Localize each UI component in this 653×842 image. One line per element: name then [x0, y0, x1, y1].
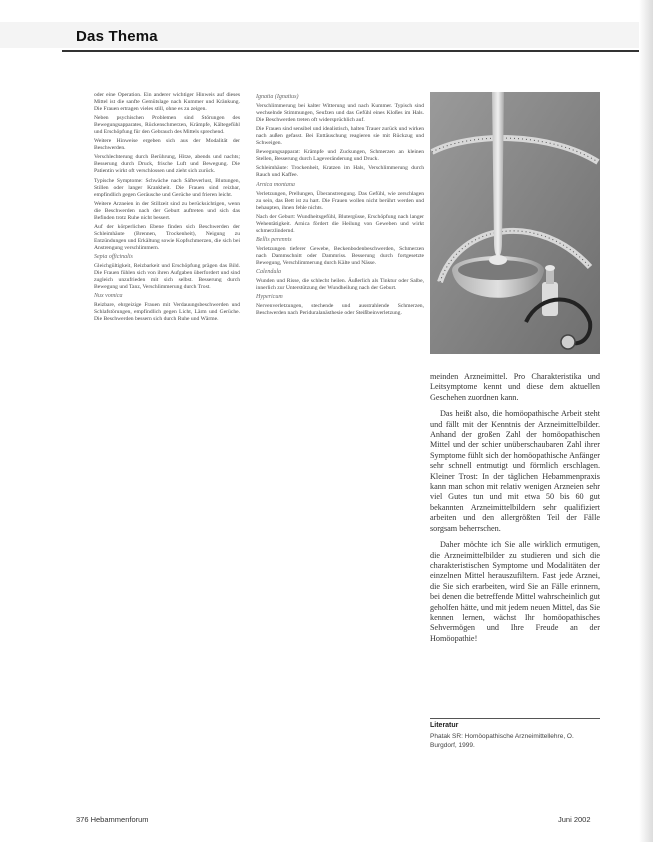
paragraph: Das heißt also, die homöopathische Arbeit steht und fällt mit der Kenntnis der Arzneimittelbilder. Anhand der großen Zahl der homöopathischen Mittel und der schier unüberschaubaren Zahl ihrer Symptome fühlt sich der homöopathische Anfänger sehr schnell entmutigt und förmlich erschlagen. Kleiner Trost: In der täglichen Hebammenpraxis kann man schon mit relativ wenigen Arzneien sehr viel Gutes tun und mit etwa 50 bis 60 gut bekannten Arzneimittelbildern sehr qualifiziert arbeiten und den allergrößten Teil der Fälle sorgsam beherrschen. — [430, 409, 600, 533]
paragraph: Wunden und Risse, die schlecht heilen. Äußerlich als Tinktur oder Salbe, innerlich zur Unterstützung der Wundheilung nach der Geburt. — [256, 278, 424, 292]
literature-heading: Literatur — [430, 722, 459, 729]
paragraph: Typische Symptome: Schwäche nach Säfteverlust, Blutungen, Stillen oder langer Krankheit. Die Frauen sind reizbar, empfindlich gegen Geräusche und Gerüche und frieren leicht. — [94, 177, 240, 198]
page-number-journal: 376 Hebammenforum — [76, 815, 149, 824]
subheading: Arnica montana — [256, 181, 295, 188]
subheading: Calendula — [256, 269, 281, 276]
paragraph: Weitere Arzneien in der Stillzeit sind zu berücksichtigen, wenn die Beschwerden nach der Geburt auftreten und sich das Befinden trotz Ruhe nicht bessert. — [94, 200, 240, 221]
paragraph: oder eine Operation. Ein anderer wichtiger Hinweis auf dieses Mittel ist die sanfte Gemütslage nach Kummer und Kränkung. Die Frauen ertragen vieles still, ohne es zu zeigen. — [94, 92, 240, 113]
photo-illustration — [430, 92, 600, 354]
subheading: Sepia officinalis — [94, 253, 133, 260]
paragraph: Neben psychischen Problemen sind Störungen des Bewegungsapparates, Rückenschmerzen, Krämpfe, Kältegefühl und Erschöpfung für den Gebrauch des Mittels sprechend. — [94, 115, 240, 136]
paragraph: Nach der Geburt: Wundheitsgefühl, Blutergüsse, Erschöpfung nach langer Wehentätigkeit. Arnica fördert die Heilung von Geweben und wirkt schmerzlindernd. — [256, 213, 424, 234]
paragraph: Weitere Hinweise ergeben sich aus der Modalität der Beschwerden. — [94, 138, 240, 152]
paragraph: Reizbare, ehrgeizige Frauen mit Verdauungsbeschwerden und Schlafstörungen, empfindlich gegen Licht, Lärm und Gerüche. Die Beschwerden bessern sich durch Ruhe und Wärme. — [94, 302, 240, 323]
photo-background — [430, 92, 600, 354]
subheading: Hypericum — [256, 294, 283, 301]
paragraph: Daher möchte ich Sie alle wirklich ermutigen, die Arzneimittelbilder zu studieren und sich die charakteristischen Symptome und Modalitäten der einzelnen Mittel herauszufiltern. Fast jede Arznei, die Sie sich erarbeiten, wird Sie an Fälle erinnern, bei denen die betreffende Mittel wahrscheinlich gut geholfen hätte, und mit jedem neuen Mittel, das Sie kennen lernen, wächst Ihr homöopathisches Sehvermögen und Ihre Freude an der Homöopathie! — [430, 540, 600, 643]
subheading: Bellis perennis — [256, 236, 292, 243]
section-title: Das Thema — [76, 28, 158, 45]
text-column-1 — [94, 92, 240, 780]
paragraph: Nervenverletzungen, stechende und ausstrahlende Schmerzen, Beschwerden nach Periduralanästhesie oder Steißbeinverletzung. — [256, 303, 424, 317]
paragraph: Auf der körperlichen Ebene finden sich Beschwerden der Schleimhäute (Brennen, Trockenheit), Neigung zu Entzündungen und Erkältung sowie Kopfschmerzen, die sich bei Anstrengung verschlimmern. — [94, 223, 240, 251]
paragraph: Verschlimmerung bei kalter Witterung und nach Kummer. Typisch sind wechselnde Stimmungen, Seufzen und das Gefühl eines Kloßes im Hals. Die Beschwerden treten oft widersprüchlich auf. — [256, 103, 424, 124]
page-edge-shadow — [639, 0, 653, 842]
paragraph: Verschlechterung durch Berührung, Hitze, abends und nachts; Besserung durch Druck, frische Luft und Bewegung. Die Patientin wirkt oft verschlossen und zieht sich zurück. — [94, 154, 240, 175]
paragraph: Schleimhäute: Trockenheit, Kratzen im Hals, Verschlimmerung durch Rauch und Kaffee. — [256, 165, 424, 179]
literature-rule — [430, 718, 600, 719]
article-photo — [430, 92, 600, 354]
text-column-2 — [256, 92, 424, 772]
literature-reference: Phatak SR: Homöopathische Arzneimittellehre, O. Burgdorf, 1999. — [430, 733, 574, 749]
paragraph: Bewegungsapparat: Krämpfe und Zuckungen, Schmerzen an kleinen Stellen, Besserung durch Lageveränderung und Druck. — [256, 149, 424, 163]
subheading: Ignatia (Ignatius) — [256, 94, 299, 100]
paragraph: Die Frauen sind sensibel und idealistisch, halten Trauer zurück und wirken nach außen gefasst. Bei Enttäuschung reagieren sie mit Rückzug und Schweigen. — [256, 126, 424, 147]
subheading: Nux vomica — [94, 293, 123, 300]
header-rule — [62, 50, 653, 52]
paragraph: Verletzungen, Prellungen, Überanstrengung. Das Gefühl, wie zerschlagen zu sein, das Bett ist zu hart. Die Frauen wollen nicht berührt werden und behaupten, ihnen fehle nichts. — [256, 190, 424, 211]
paragraph: Gleichgültigkeit, Reizbarkeit und Erschöpfung prägen das Bild. Die Frauen fühlen sich von ihren Aufgaben überfordert und sind zugleich unzufrieden mit sich selbst. Besserung durch Bewegung und Tanz, Verschlimmerung durch Trost. — [94, 263, 240, 291]
paragraph: Verletzungen tieferer Gewebe, Beckenbodenbeschwerden, Schmerzen nach Dammschnitt oder Dammriss. Besserung durch fortgesetzte Bewegung, Verschlimmerung durch Kälte und Nässe. — [256, 245, 424, 266]
paragraph: meinden Arzneimittel. Pro Charakteristika und Leitsymptome kennt und diese dem aktuellen Geschehen zuordnen kann. — [430, 372, 600, 402]
issue-date: Juni 2002 — [558, 815, 591, 824]
